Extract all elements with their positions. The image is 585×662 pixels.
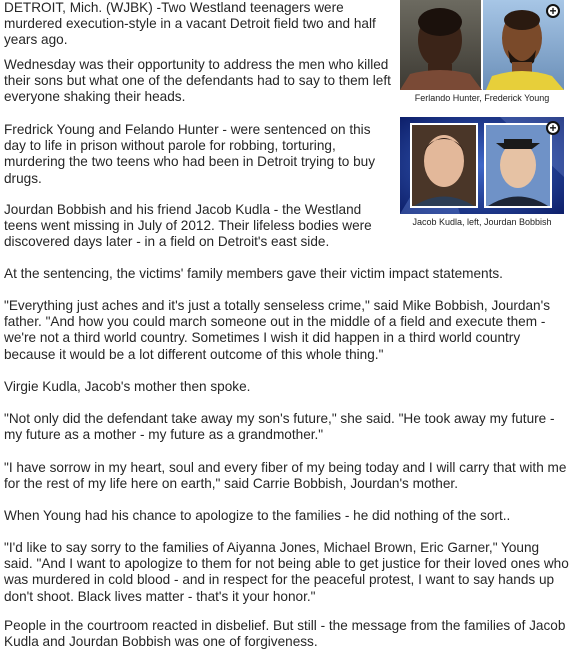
paragraph-quote: "I have sorrow in my heart, soul and every fiber of my being today and I will carry that with me for the rest of my life here on earth," said Carrie Bobbish, Jourdan's mother. — [4, 460, 567, 492]
paragraph: Virgie Kudla, Jacob's mother then spoke. — [4, 379, 251, 394]
paragraph-dateline: DETROIT, Mich. (WJBK) -Two Westland teenagers were murdered execution-style in a vacant Detroit field two and half years ago. — [4, 0, 376, 48]
defendants-image — [400, 0, 564, 90]
paragraph: Fredrick Young and Felando Hunter - were sentenced on this day to life in prison without parole for robbing, torturing, murdering the two teens who had been in Detroit trying to buy drugs. — [4, 122, 376, 186]
paragraph: People in the courtroom reacted in disbelief. But still - the message from the families of Jacob Kudla and Jourdan Bobbish was one of forgiveness. — [4, 618, 566, 650]
expand-plus-icon[interactable]: + — [546, 4, 560, 18]
victims-photo[interactable] — [400, 117, 564, 214]
photo-caption: Ferlando Hunter, Frederick Young — [414, 93, 550, 103]
paragraph: Jourdan Bobbish and his friend Jacob Kudla - the Westland teens went missing in July of 2012. Their lifeless bodies were discovered days later - in a field on Detroit's east side. — [4, 202, 372, 250]
paragraph: Wednesday was their opportunity to address the men who killed their sons but what one of the defendants had to say to them left everyone shaking their heads. — [4, 57, 391, 105]
paragraph: When Young had his chance to apologize to the families - he did nothing of the sort.. — [4, 508, 511, 523]
paragraph-quote: "Everything just aches and it's just a totally senseless crime," said Mike Bobbish, Jourdan's father. "And how you could march someone out in the middle of a field and execute them - we're not a third world country. Sometimes I wish it did happen in a third world country because it would be a lot different outcome of this whole thing." — [4, 298, 551, 362]
defendants-photo[interactable] — [400, 0, 564, 90]
expand-plus-icon[interactable]: + — [546, 121, 560, 135]
paragraph: At the sentencing, the victims' family members gave their victim impact statements. — [4, 266, 503, 281]
paragraph-quote: "Not only did the defendant take away my son's future," she said. "He took away my future - my future as a mother - my future as a grandmother." — [4, 411, 555, 443]
paragraph-quote: "I'd like to say sorry to the families of Aiyanna Jones, Michael Brown, Eric Garner," Young said. "And I want to apologize to them for not being able to get justice for their loved ones who was murdered in cold blood - and in respect for the peaceful protest, I want to say hands up don't shoot. Black lives matter - that's it your honor." — [4, 540, 569, 604]
victims-image — [400, 117, 564, 214]
photo-caption: Jacob Kudla, left, Jourdan Bobbish — [412, 217, 552, 227]
victims-photo-box — [400, 117, 564, 228]
defendants-photo-box — [400, 0, 564, 104]
